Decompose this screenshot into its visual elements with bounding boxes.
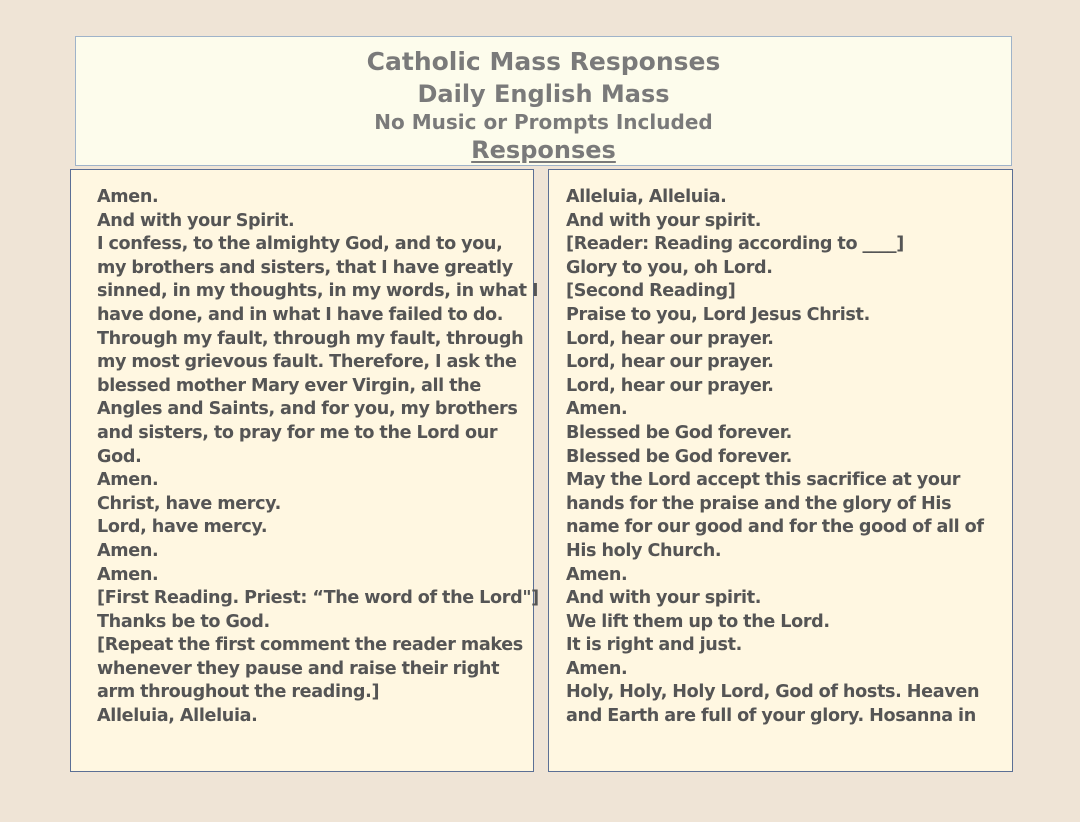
response-line: Amen. [97,187,159,207]
response-line: my most grievous fault. Therefore, I ask the [97,352,517,373]
response-line: [First Reading. Priest: “The word of the Lord"] [97,588,539,609]
response-line: have done, and in what I have failed to do. [97,304,504,325]
response-line: His holy Church. [566,540,722,561]
response-line: hands for the praise and the glory of His [566,493,952,514]
response-line: Amen. [97,470,159,491]
right-response-list [566,186,984,729]
response-line: May the Lord accept this sacrifice at your [566,470,961,491]
response-line: and sisters, to pray for me to the Lord our [97,422,498,443]
response-line: arm throughout the reading.] [97,682,380,703]
response-line: We lift them up to the Lord. [566,611,830,632]
response-line: whenever they pause and raise their right [97,658,500,679]
response-line: Amen. [566,658,628,679]
response-line: Lord, hear our prayer. [566,352,774,373]
response-line: Alleluia, Alleluia. [566,187,727,207]
left-response-list [97,186,539,729]
response-line: sinned, in my thoughts, in my words, in what I [97,281,539,302]
left-response-column [70,169,539,772]
response-line: It is right and just. [566,635,742,656]
response-line: Blessed be God forever. [566,422,792,443]
response-line: And with your Spirit. [97,210,295,231]
response-line: Lord, hear our prayer. [566,375,774,396]
response-line: [Second Reading] [566,281,736,302]
document-title: Catholic Mass Responses [366,47,721,76]
response-line: Angles and Saints, and for you, my brothers [97,399,518,420]
response-line: [Reader: Reading according to ____] [566,234,904,255]
response-line: Lord, have mercy. [97,517,268,538]
right-response-column [548,169,1013,772]
response-line: Thanks be to God. [97,611,270,632]
response-line: Praise to you, Lord Jesus Christ. [566,304,870,325]
section-heading: Responses [471,136,616,164]
document-note: No Music or Prompts Included [374,110,713,134]
header-box [75,36,1012,166]
document-subtitle: Daily English Mass [417,80,670,108]
response-line: And with your spirit. [566,588,762,609]
response-line: Alleluia, Alleluia. [97,706,258,727]
response-line: name for our good and for the good of all of [566,517,984,538]
response-line: my brothers and sisters, that I have greatly [97,257,513,278]
response-line: Amen. [97,540,159,561]
response-line: Amen. [97,564,159,585]
response-line: I confess, to the almighty God, and to you, [97,234,503,255]
response-line: blessed mother Mary ever Virgin, all the [97,375,481,396]
response-line: [Repeat the first comment the reader makes [97,635,523,656]
response-line: Glory to you, oh Lord. [566,257,773,278]
response-line: Amen. [566,399,628,420]
response-line: Christ, have mercy. [97,493,282,514]
response-line: Through my fault, through my fault, through [97,328,524,349]
response-line: Holy, Holy, Holy Lord, God of hosts. Heaven [566,682,980,703]
response-line: Lord, hear our prayer. [566,328,774,349]
response-line: God. [97,446,142,467]
response-line: Blessed be God forever. [566,446,792,467]
response-line: And with your spirit. [566,210,762,231]
response-line: Amen. [566,564,628,585]
response-line: and Earth are full of your glory. Hosanna in [566,706,976,727]
